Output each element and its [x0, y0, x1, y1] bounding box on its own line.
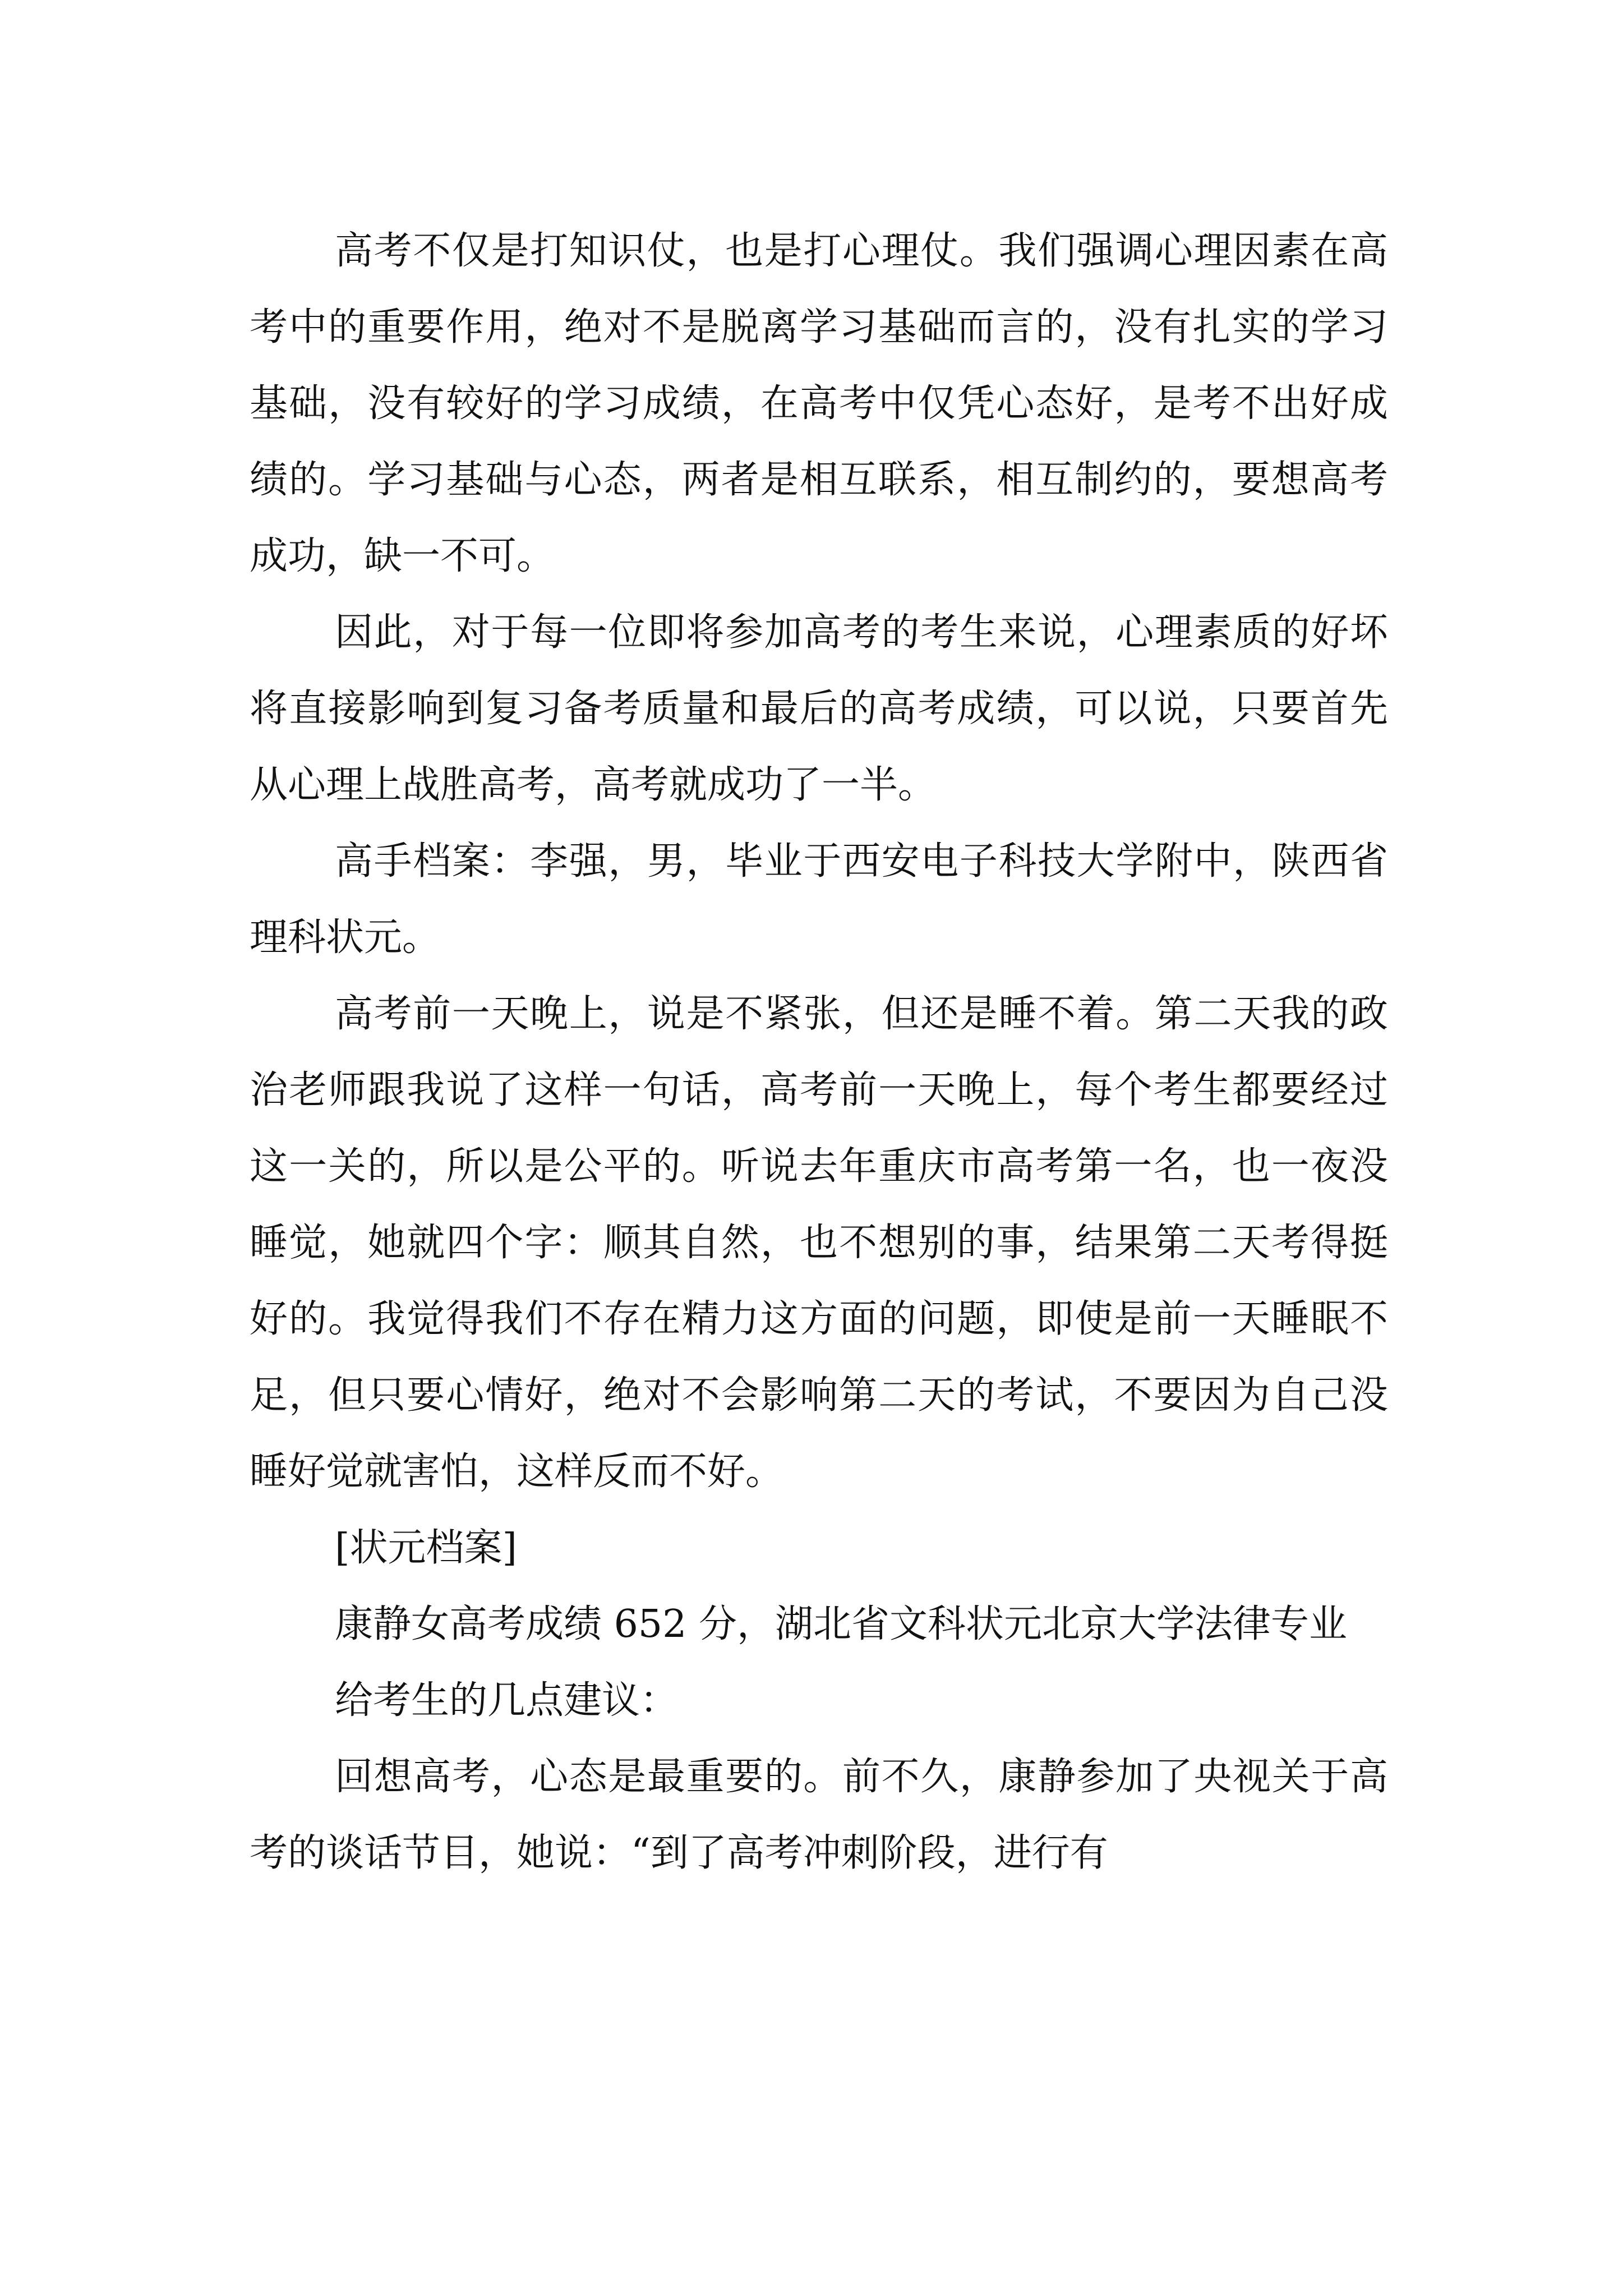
document-body [250, 213, 1388, 1892]
paragraph: 高考前一天晚上，说是不紧张，但还是睡不着。第二天我的政治老师跟我说了这样一句话，高考前一天晚上，每个考生都要经过这一关的，所以是公平的。听说去年重庆市高考第一名，也一夜没睡觉，她就四个字：顺其自然，也不想别的事，结果第二天考得挺好的。我觉得我们不存在精力这方面的问题，即使是前一天睡眠不足，但只要心情好，绝对不会影响第二天的考试，不要因为自己没睡好觉就害怕，这样反而不好。 [250, 992, 1388, 1494]
paragraph: 高考不仅是打知识仗，也是打心理仗。我们强调心理因素在高考中的重要作用，绝对不是脱离学习基础而言的，没有扎实的学习基础，没有较好的学习成绩，在高考中仅凭心态好，是考不出好成绩的。学习基础与心态，两者是相互联系，相互制约的，要想高考成功，缺一不可。 [250, 229, 1388, 578]
paragraph: 回想高考，心态是最重要的。前不久，康静参加了央视关于高考的谈话节目，她说：“到了高考冲刺阶段，进行有 [250, 1755, 1388, 1875]
paragraph: 高手档案：李强，男，毕业于西安电子科技大学附中，陕西省理科状元。 [250, 839, 1388, 960]
paragraph: 康静女高考成绩 652 分，湖北省文科状元北京大学法律专业 [335, 1602, 1348, 1646]
paragraph: 因此，对于每一位即将参加高考的考生来说，心理素质的好坏将直接影响到复习备考质量和最后的高考成绩，可以说，只要首先从心理上战胜高考，高考就成功了一半。 [250, 610, 1388, 807]
section-heading: [状元档案] [335, 1526, 518, 1570]
paragraph: 给考生的几点建议： [335, 1678, 679, 1723]
